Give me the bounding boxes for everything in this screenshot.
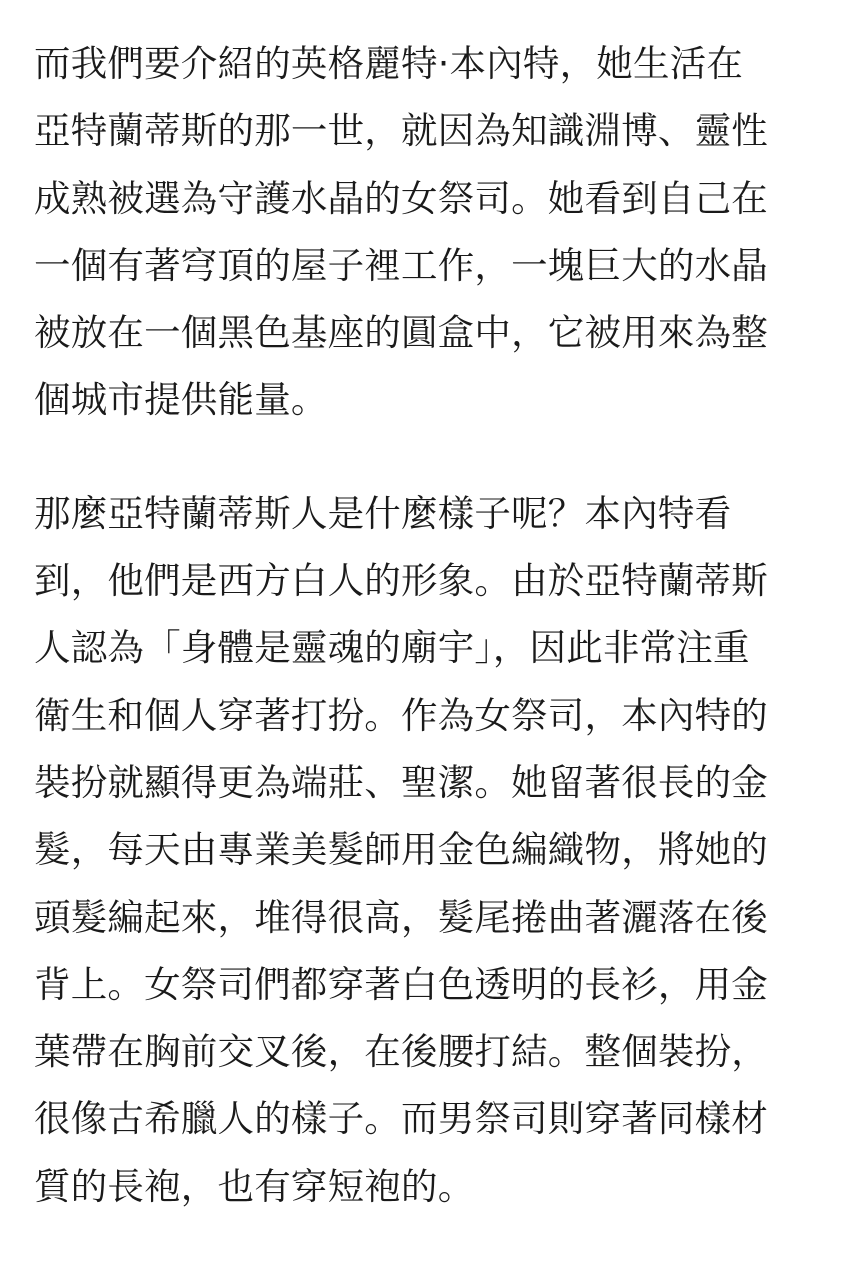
- text-line: 被放在一個黑色基座的圓盒中，它被用來為整: [34, 311, 768, 355]
- text-line: 裝扮就顯得更為端莊、聖潔。她留著很長的金: [34, 760, 768, 804]
- text-line: 頭髮編起來，堆得很高，髮尾捲曲著灑落在後: [34, 895, 768, 939]
- paragraph-1: [34, 30, 824, 434]
- text-line: 到，他們是西方白人的形象。由於亞特蘭蒂斯: [34, 559, 768, 603]
- text-line: 亞特蘭蒂斯的那一世，就因為知識淵博、靈性: [34, 109, 768, 153]
- text-line: 一個有著穹頂的屋子裡工作，一塊巨大的水晶: [34, 243, 768, 287]
- paragraph-spacer: [34, 434, 824, 480]
- paragraph-2: [34, 480, 824, 1220]
- text-line: 而我們要介紹的英格麗特·本內特，她生活在: [34, 42, 744, 85]
- text-line: 衛生和個人穿著打扮。作為女祭司，本內特的: [34, 693, 768, 737]
- text-line: 髮，每天由專業美髮師用金色編織物，將她的: [34, 828, 768, 872]
- text-line: 質的長袍，也有穿短袍的。: [34, 1164, 475, 1208]
- text-line: 成熟被選為守護水晶的女祭司。她看到自己在: [34, 176, 768, 220]
- text-line: 個城市提供能量。: [34, 378, 328, 422]
- text-line: 背上。女祭司們都穿著白色透明的長衫，用金: [34, 962, 768, 1006]
- text-line: 人認為「身體是靈魂的廟宇」，因此非常注重: [34, 626, 750, 670]
- text-line: 那麼亞特蘭蒂斯人是什麼樣子呢？本內特看: [34, 491, 732, 535]
- article-body: [34, 30, 824, 1220]
- text-line: 很像古希臘人的樣子。而男祭司則穿著同樣材: [34, 1097, 768, 1141]
- text-line: 葉帶在胸前交叉後，在後腰打結。整個裝扮，: [34, 1030, 768, 1074]
